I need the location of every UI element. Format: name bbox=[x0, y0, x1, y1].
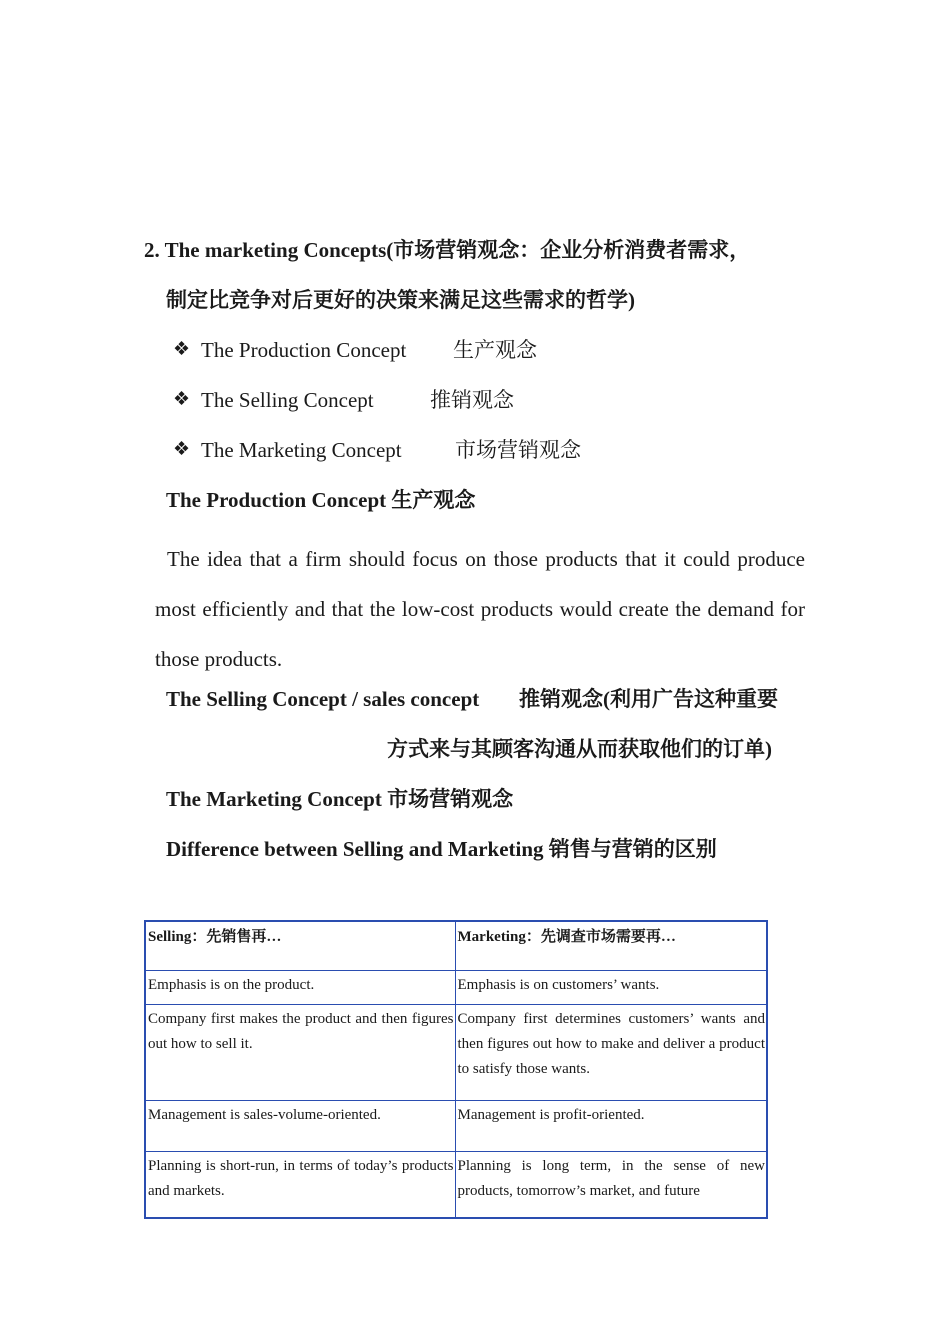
diamond-bullet-icon: ❖ bbox=[173, 439, 191, 460]
table-cell-marketing: Management is profit-oriented. bbox=[455, 1101, 767, 1152]
concept-selling-en: The Selling Concept bbox=[201, 388, 374, 412]
table-header-selling: Selling：先销售再… bbox=[145, 921, 455, 971]
table-row bbox=[145, 1005, 767, 1101]
diamond-bullet-icon: ❖ bbox=[173, 389, 191, 410]
table-cell-selling: Company first makes the product and then figures out how to sell it. bbox=[145, 1005, 455, 1101]
concept-selling-cn: 推销观念 bbox=[430, 388, 514, 412]
section-heading-line1: 2. The marketing Concepts(市场营销观念：企业分析消费者需求， bbox=[144, 238, 751, 262]
production-concept-definition: The idea that a firm should focus on those products that it could produce most efficiently and that the low-cost products would create the demand for those products. bbox=[155, 547, 805, 671]
table-cell-selling: Planning is short-run, in terms of today’s products and markets. bbox=[145, 1152, 455, 1218]
table-row bbox=[145, 971, 767, 1005]
section-heading-line2: 制定比竞争对后更好的决策来满足这些需求的哲学) bbox=[166, 288, 635, 312]
diamond-bullet-icon: ❖ bbox=[173, 339, 191, 360]
concept-marketing-en: The Marketing Concept bbox=[201, 438, 402, 462]
table-cell-marketing: Emphasis is on customers’ wants. bbox=[455, 971, 767, 1005]
table-cell-marketing: Company first determines customers’ wants and then figures out how to make and deliver a product to satisfy those wants. bbox=[455, 1005, 767, 1101]
table-row bbox=[145, 1101, 767, 1152]
table-header-row bbox=[145, 921, 767, 971]
difference-title: Difference between Selling and Marketing 销售与营销的区别 bbox=[166, 837, 717, 861]
table-header-marketing: Marketing：先调查市场需要再… bbox=[455, 921, 767, 971]
selling-concept-cn-line2: 方式来与其顾客沟通从而获取他们的订单) bbox=[387, 737, 772, 761]
table-cell-selling: Management is sales-volume-oriented. bbox=[145, 1101, 455, 1152]
concept-production-en: The Production Concept bbox=[201, 338, 407, 362]
selling-concept-title: The Selling Concept / sales concept bbox=[166, 687, 480, 711]
marketing-concept-title: The Marketing Concept 市场营销观念 bbox=[166, 787, 514, 811]
table-cell-selling: Emphasis is on the product. bbox=[145, 971, 455, 1005]
production-concept-title: The Production Concept 生产观念 bbox=[166, 488, 476, 512]
table-row bbox=[145, 1152, 767, 1218]
table-cell-marketing: Planning is long term, in the sense of new products, tomorrow’s market, and future bbox=[455, 1152, 767, 1218]
concept-marketing-cn: 市场营销观念 bbox=[455, 438, 581, 462]
concept-production-cn: 生产观念 bbox=[453, 338, 537, 362]
selling-concept-cn-line1: 推销观念(利用广告这种重要 bbox=[519, 687, 778, 711]
selling-vs-marketing-table bbox=[144, 920, 768, 1219]
